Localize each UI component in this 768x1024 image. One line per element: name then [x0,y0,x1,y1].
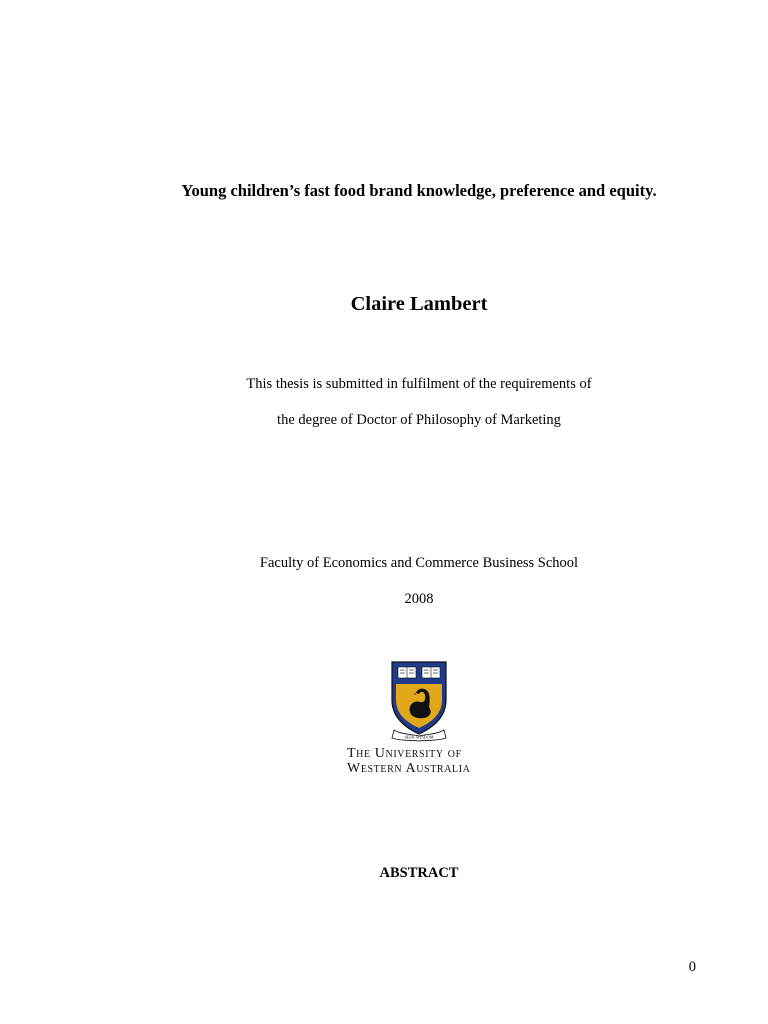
page-number: 0 [688,959,696,975]
university-name-line-2: Western Australia [347,761,471,776]
university-wordmark [347,746,470,776]
submission-statement-line-1: This thesis is submitted in fulfilment of the requirements of [246,376,592,392]
crest-motto: SEEK WISDOM [404,734,434,740]
author-name: Claire Lambert [350,293,488,315]
submission-year: 2008 [404,591,434,607]
faculty-name: Faculty of Economics and Commerce Business School [259,555,579,571]
university-name-line-1: The University of [347,746,462,761]
submission-statement-line-2: the degree of Doctor of Philosophy of Marketing [277,412,561,428]
university-crest-logo [390,660,448,742]
thesis-title: Young children’s fast food brand knowledge, preference and equity. [181,181,657,200]
section-heading-abstract: ABSTRACT [379,865,459,881]
